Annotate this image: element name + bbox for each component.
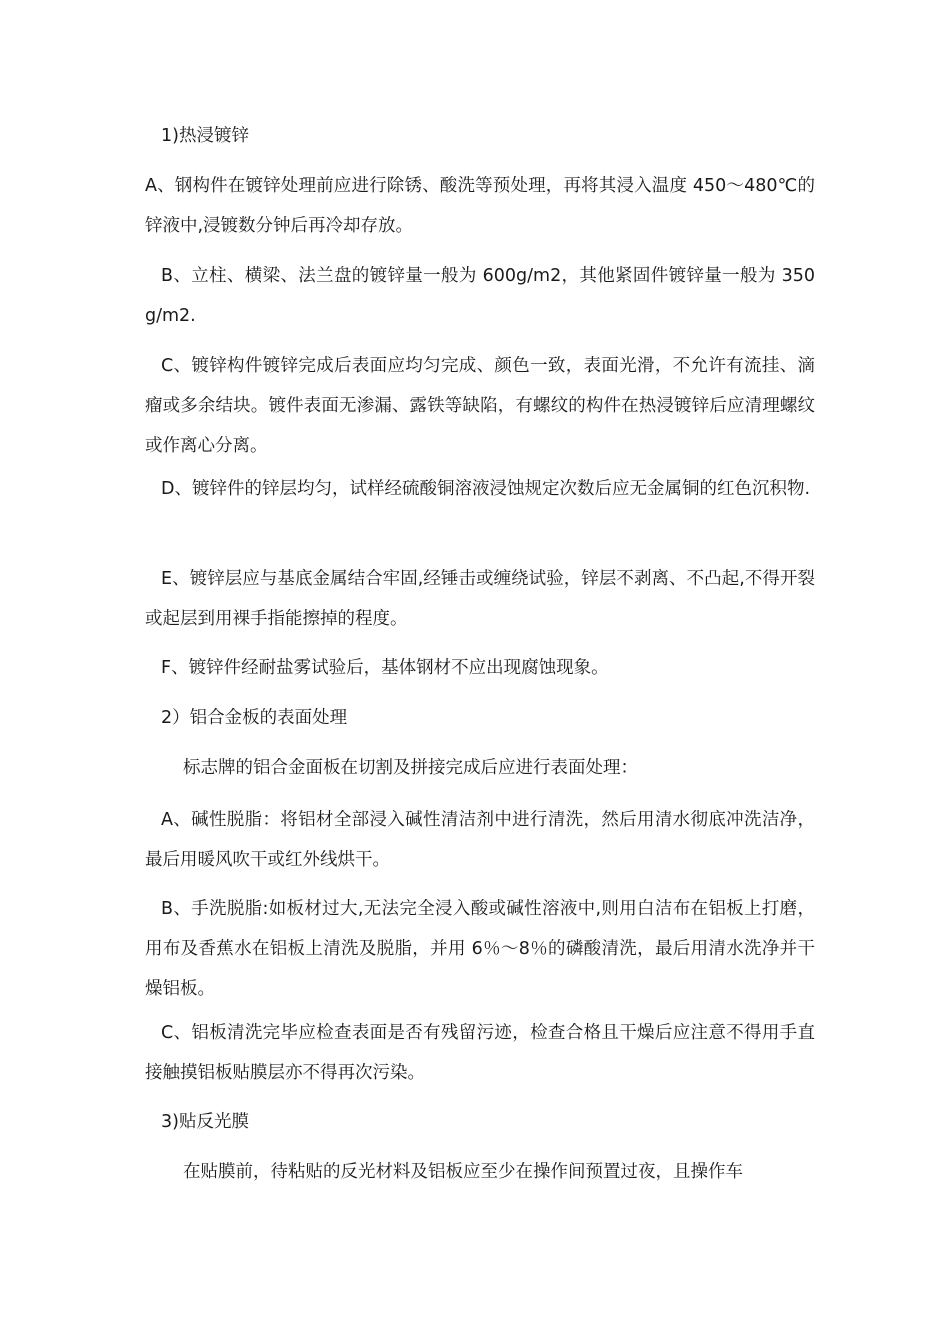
paragraph-aluminum-intro: 标志牌的铝合金面板在切割及拼接完成后应进行表面处理： — [183, 758, 638, 778]
paragraph-galvanize-item-e: E、镀锌层应与基底金属结合牢固,经锤击或缠绕试验，锌层不剥离、不凸起,不得开裂或起层到用裸手指能擦掉的程度。 — [145, 569, 815, 629]
section-heading-hot-dip-galvanizing: 1)热浸镀锌 — [161, 126, 249, 146]
paragraph-reflective-film-intro: 在贴膜前，待粘贴的反光材料及铝板应至少在操作间预置过夜，且操作车 — [183, 1162, 743, 1182]
paragraph-aluminum-item-c: C、铝板清洗完毕应检查表面是否有残留污迹，检查合格且干燥后应注意不得用手直接触摸铝板贴膜层亦不得再次污染。 — [145, 1023, 815, 1083]
paragraph-galvanize-item-d: D、镀锌件的锌层均匀，试样经硫酸铜溶液浸蚀规定次数后应无金属铜的红色沉积物. — [161, 479, 811, 499]
section-heading-reflective-film: 3)贴反光膜 — [161, 1112, 249, 1132]
section-heading-aluminum-surface: 2）铝合金板的表面处理 — [161, 708, 348, 728]
paragraph-galvanize-item-c: C、镀锌构件镀锌完成后表面应均匀完成、颜色一致，表面光滑，不允许有流挂、滴瘤或多余结块。镀件表面无渗漏、露铁等缺陷，有螺纹的构件在热浸镀锌后应清理螺纹或作离心分离。 — [145, 356, 815, 456]
paragraph-galvanize-item-f: F、镀锌件经耐盐雾试验后，基体钢材不应出现腐蚀现象。 — [161, 658, 609, 678]
paragraph-galvanize-item-a: A、钢构件在镀锌处理前应进行除锈、酸洗等预处理，再将其浸入温度 450～480℃的锌液中,浸镀数分钟后再冷却存放。 — [145, 176, 815, 236]
paragraph-aluminum-item-b: B、手洗脱脂:如板材过大,无法完全浸入酸或碱性溶液中,则用白洁布在铝板上打磨，用布及香蕉水在铝板上清洗及脱脂，并用 6％～8％的磷酸清洗，最后用清水洗净并干燥铝板。 — [145, 899, 815, 999]
paragraph-galvanize-item-b: B、立柱、横梁、法兰盘的镀锌量一般为 600g/m2，其他紧固件镀锌量一般为 350g/m2. — [145, 266, 815, 326]
paragraph-aluminum-item-a: A、碱性脱脂：将铝材全部浸入碱性清洁剂中进行清洗，然后用清水彻底冲洗洁净，最后用暖风吹干或红外线烘干。 — [145, 810, 815, 870]
